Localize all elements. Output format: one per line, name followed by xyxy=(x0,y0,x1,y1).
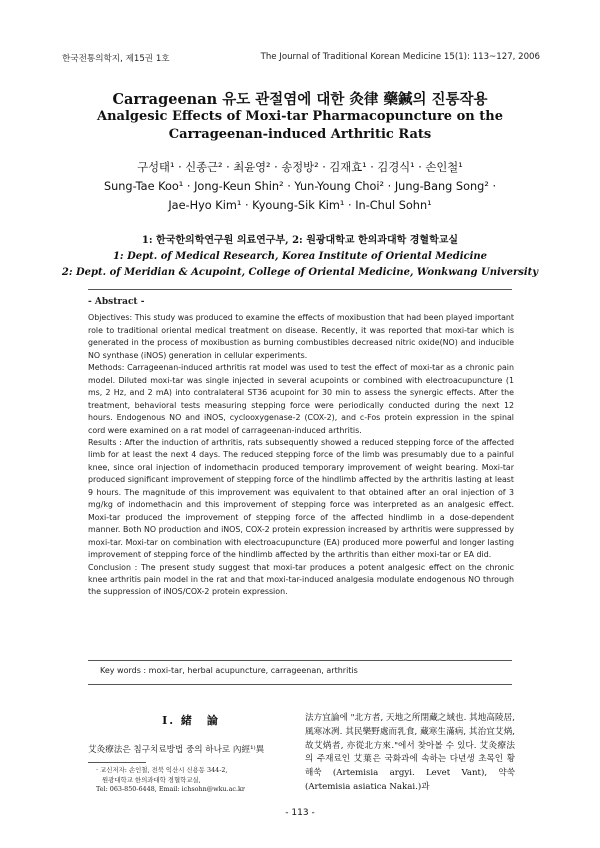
abstract-objectives: Objectives: This study was produced to examine the effects of moxibustion that had been played important role to traditional oriental medical treatment on disease. Recently, it was reported that moxi-tar which is generated in the process of moxibustion as burning combustibles decreased nitric oxide(NO) and inducible NO synthase (iNOS) generation in cellular experiments. xyxy=(88,313,514,360)
divider xyxy=(88,289,512,290)
footnote-line: Tel: 063-850-6448, Email: ichsohn@wku.ac.kr xyxy=(96,785,245,794)
abstract-heading: - Abstract - xyxy=(88,297,145,307)
footnote-line: · 교신저자: 손인철, 전북 익산시 신용동 344-2, xyxy=(96,766,228,774)
authors-english-line1: Sung-Tae Koo¹ · Jong-Keun Shin² · Yun-Young Choi² · Jung-Bang Song² · xyxy=(103,180,497,193)
journal-citation: The Journal of Traditional Korean Medicine 15(1): 113~127, 2006 xyxy=(260,52,540,62)
footnote-divider xyxy=(88,762,146,763)
corresponding-author-footnote xyxy=(96,766,296,795)
intro-text-right: 法方宜論에 "北方者, 天地之所閉藏之域也. 其地高陵居, 風寒冰冽. 其民樂野處而乳食, 藏寒生滿病, 其治宜艾焫, 故艾焫者, 亦從北方來."에서 찾아볼 수 있다. 艾灸療法의 주재료인 艾葉은 국화과에 속하는 다년생 초목인 황해쑥 (Artemisia argyi. Levet Vant), 약쑥 (Artemisia asiatica Nakai.)과 xyxy=(305,713,515,792)
divider xyxy=(88,684,512,685)
authors-english-line2: Jae-Hyo Kim¹ · Kyoung-Sik Kim¹ · In-Chul Sohn¹ xyxy=(168,199,432,212)
intro-text-left: 艾灸療法은 침구치료방법 중의 하나로 內經¹⁾異 xyxy=(88,745,265,755)
footnote-line: 원광대학교 한의과대학 경혈학교실, xyxy=(102,775,201,784)
abstract-conclusion: Conclusion : The present study suggest that moxi-tar produces a potent analgesic effect on the chronic knee arthritis pain model in the rat and that moxi-tar-induced analgesia modulate endogenous NO through the suppression of iNOS/COX-2 protein expression. xyxy=(88,562,514,597)
authors-korean: 구성태¹ · 신종근² · 최윤영² · 송정방² · 김재효¹ · 김경식¹ · 손인철¹ xyxy=(137,161,463,174)
affiliations xyxy=(30,233,570,281)
affiliation-2: 2: Dept. of Meridian & Acupoint, College of Oriental Medicine, Wonkwang University xyxy=(61,267,539,278)
abstract xyxy=(88,296,514,599)
author-list xyxy=(80,158,520,215)
title-english: Analgesic Effects of Moxi-tar Pharmacopuncture on the Carrageenan-induced Arthritic Rats xyxy=(97,109,503,142)
running-head xyxy=(62,52,540,64)
abstract-methods: Methods: Carrageenan-induced arthritis rat model was used to test the effect of moxi-tar as a chronic pain model. Diluted moxi-tar was single injected in several acupoints or combined with electroacupuncture (1 ms, 2 Hz, and 2 mA) into contralateral ST36 acupoint for 30 min to assess the synergic effects. After the treatment, behavioral tests measuring stepping force were periodically conducted during the next 12 hours. Endogenous NO and iNOS, cyclooxygenase-2 (COX-2), and c-Fos protein expression in the spinal cord were examined on a rat model of carrageenan-induced arthritis. xyxy=(88,363,514,435)
intro-left-column xyxy=(88,712,294,757)
page-number: - 113 - xyxy=(285,808,315,818)
intro-right-column xyxy=(305,712,515,795)
affiliation-1: 1: Dept. of Medical Research, Korea Institute of Oriental Medicine xyxy=(112,251,488,262)
title-korean: Carrageenan 유도 관절염에 대한 灸律 藥鍼의 진통작용 xyxy=(112,91,488,108)
abstract-results: Results : After the induction of arthritis, rats subsequently showed a reduced stepping force of the affected limb for at least the next 4 days. The reduced stepping force of the limb was presumably due to a painful knee, since oral injection of indomethacin produced temporary improvement of weight bearing. Moxi-tar produced significant improvement of stepping force of the hindlimb affected by the arthritis lasting at least 9 hours. The magnitude of this improvement was equivalent to that obtained after an oral injection of 3 mg/kg of indomethacin and this improvement of stepping force was interpreted as an analgesic effect. Moxi-tar produced the improvement of stepping force of the affected hindlimb in a dose-dependent manner. Both NO production and iNOS, COX-2 protein expression increased by arthritis were suppressed by moxi-tar. Moxi-tar on combination with electroacupuncture (EA) produced more powerful and longer lasting improvement of stepping force of the hindlimb affected by the arthritis than either moxi-tar or EA did. xyxy=(88,437,514,560)
journal-name-ko: 한국전통의학지, 제15권 1호 xyxy=(62,54,170,64)
divider xyxy=(88,660,512,661)
keywords: Key words : moxi-tar, herbal acupuncture, carrageenan, arthritis xyxy=(100,666,358,675)
affiliation-korean: 1: 한국한의학연구원 의료연구부, 2: 원광대학교 한의과대학 경혈학교실 xyxy=(141,235,459,246)
section-title: I. 緒 論 xyxy=(162,714,220,727)
